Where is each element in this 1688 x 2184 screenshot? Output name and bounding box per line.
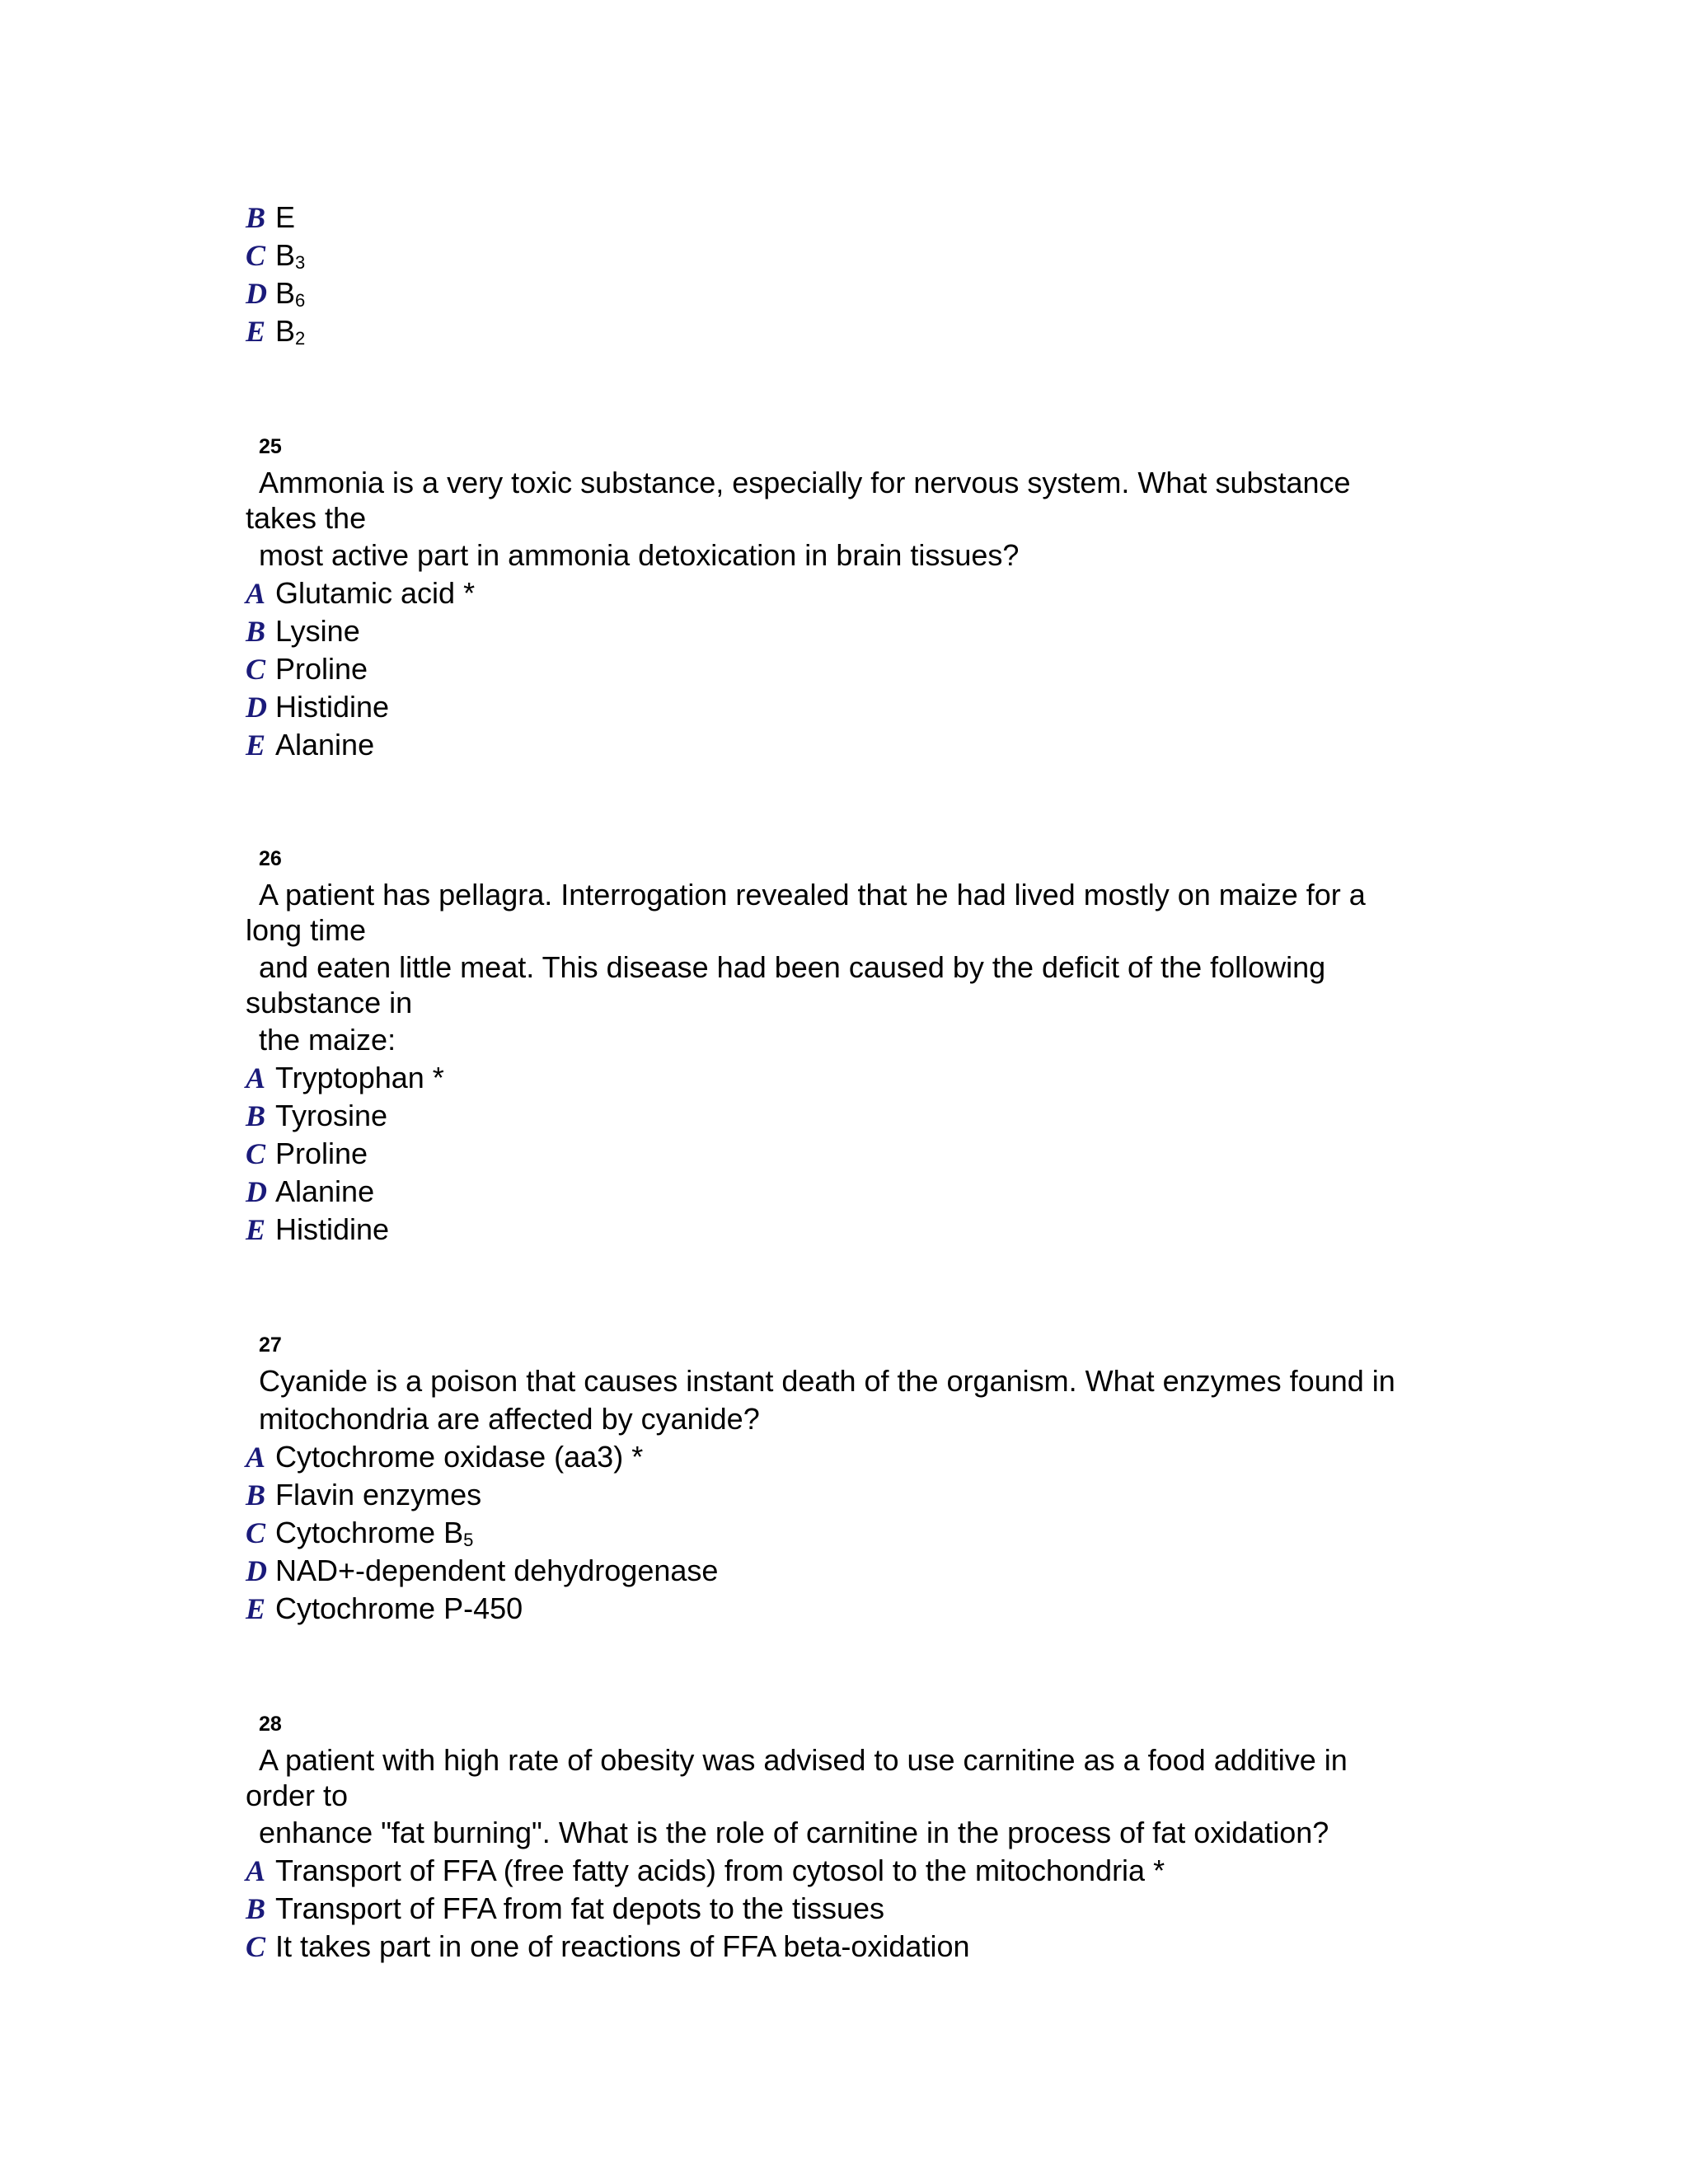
option-letter: E	[246, 315, 266, 348]
option-b	[246, 199, 295, 237]
option-letter: D	[246, 1554, 267, 1587]
option-text: Cytochrome B	[275, 1516, 464, 1549]
option-text: Histidine	[275, 1212, 390, 1246]
option-b	[246, 1890, 884, 1928]
option-d	[246, 688, 389, 726]
option-text: Tyrosine	[275, 1099, 388, 1132]
question-number: 26	[259, 847, 282, 870]
option-e	[246, 726, 374, 764]
question-number: 28	[259, 1713, 282, 1736]
question-text: the maize:	[259, 1023, 396, 1057]
option-text: Glutamic acid *	[275, 576, 476, 610]
option-a	[246, 1438, 643, 1476]
option-letter: E	[246, 729, 266, 762]
option-d	[246, 1173, 374, 1211]
question-text: Ammonia is a very toxic substance, especially for nervous system. What substance	[259, 466, 1351, 499]
option-text: E	[275, 200, 296, 234]
option-b	[246, 612, 360, 650]
option-letter: A	[246, 1441, 266, 1474]
question-text: enhance "fat burning". What is the role of carnitine in the process of fat oxidation?	[259, 1816, 1329, 1849]
option-letter: A	[246, 577, 266, 610]
question-text: order to	[246, 1779, 349, 1812]
option-letter: B	[246, 615, 266, 648]
option-text: It takes part in one of reactions of FFA beta-oxidation	[275, 1929, 970, 1963]
option-text: Proline	[275, 652, 368, 686]
question-text: substance in	[246, 986, 413, 1019]
option-letter: C	[246, 653, 266, 686]
option-b	[246, 1097, 387, 1135]
option-subscript: 2	[295, 328, 306, 349]
option-letter: D	[246, 691, 267, 724]
option-letter: B	[246, 1099, 266, 1132]
option-c	[246, 650, 368, 688]
question-number: 27	[259, 1333, 282, 1357]
option-letter: E	[246, 1592, 266, 1625]
option-text: Alanine	[275, 728, 375, 762]
question-text: long time	[246, 913, 367, 947]
option-text: NAD+-dependent dehydrogenase	[275, 1554, 719, 1587]
option-text: Flavin enzymes	[275, 1478, 482, 1511]
option-letter: A	[246, 1854, 266, 1887]
question-text: and eaten little meat. This disease had been caused by the deficit of the following	[259, 950, 1326, 984]
question-text: Cyanide is a poison that causes instant death of the organism. What enzymes found in	[259, 1364, 1395, 1398]
option-subscript: 5	[463, 1530, 474, 1550]
question-text: mitochondria are affected by cyanide?	[259, 1402, 760, 1436]
option-letter: C	[246, 1930, 266, 1963]
option-text: Transport of FFA from fat depots to the tissues	[275, 1891, 885, 1925]
option-c	[246, 1928, 969, 1966]
option-a	[246, 1059, 444, 1097]
option-letter: C	[246, 239, 266, 272]
option-letter: C	[246, 1137, 266, 1170]
option-letter: B	[246, 1479, 266, 1511]
question-text: A patient has pellagra. Interrogation revealed that he had lived mostly on maize for a	[259, 878, 1366, 912]
option-text: Transport of FFA (free fatty acids) from cytosol to the mitochondria *	[275, 1854, 1165, 1887]
option-text: B	[275, 314, 296, 348]
option-e	[246, 1211, 389, 1249]
option-letter: C	[246, 1516, 266, 1549]
option-subscript: 6	[295, 290, 306, 311]
option-a	[246, 1852, 1165, 1890]
option-text: B	[275, 276, 296, 310]
option-text: Proline	[275, 1137, 368, 1170]
option-letter: D	[246, 1175, 267, 1208]
option-d	[246, 1552, 718, 1590]
option-letter: B	[246, 201, 266, 234]
option-b	[246, 1476, 481, 1514]
option-text: Cytochrome P-450	[275, 1591, 523, 1625]
option-c	[246, 1135, 368, 1173]
option-letter: A	[246, 1062, 266, 1094]
option-text: B	[275, 238, 296, 272]
option-letter: D	[246, 277, 267, 310]
option-letter: B	[246, 1892, 266, 1925]
option-text: Tryptophan *	[275, 1061, 444, 1094]
question-text: most active part in ammonia detoxication in brain tissues?	[259, 538, 1020, 572]
question-text: takes the	[246, 501, 367, 535]
option-subscript: 3	[295, 252, 306, 273]
option-a	[246, 574, 475, 612]
option-text: Cytochrome oxidase (aa3) *	[275, 1440, 644, 1474]
option-text: Histidine	[275, 690, 390, 724]
option-letter: E	[246, 1213, 266, 1246]
option-e	[246, 1590, 523, 1628]
option-e	[246, 312, 305, 358]
option-text: Lysine	[275, 614, 360, 648]
question-text: A patient with high rate of obesity was advised to use carnitine as a food additive in	[259, 1743, 1348, 1777]
question-number: 25	[259, 435, 282, 458]
option-text: Alanine	[275, 1174, 375, 1208]
